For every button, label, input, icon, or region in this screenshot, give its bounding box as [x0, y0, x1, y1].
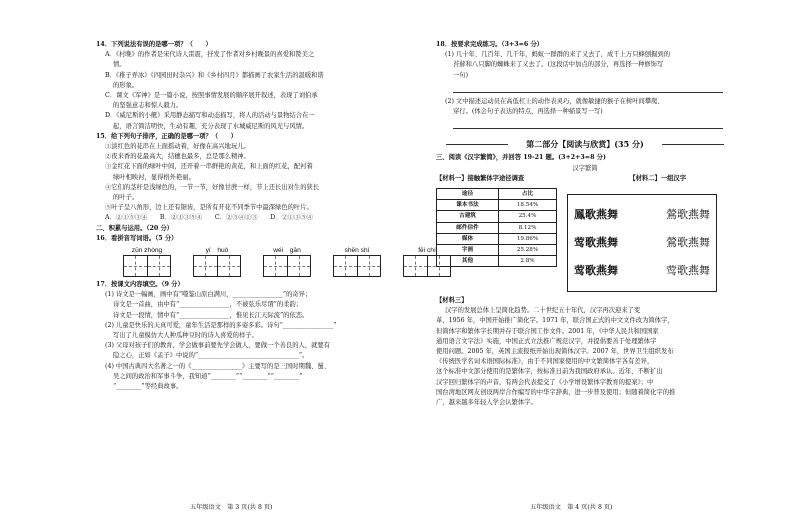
- paragraph-line: 《传统医学名词术语国际标准》，由于不同国家使用的中文繁简体字各有差异，: [436, 358, 654, 366]
- left-page: [96, 40, 436, 392]
- text-line: 诗文是一段情，情中有“________________，惟见长江天际流”的依恋。: [113, 311, 309, 319]
- pinyin-label: wéi gān: [273, 247, 301, 255]
- table-row: [437, 200, 557, 211]
- question-18: 18．按要求完成练习。（3+3=6 分）: [436, 41, 544, 48]
- grid-cell[interactable]: [334, 256, 358, 276]
- text-line: 的叶子。: [113, 194, 139, 202]
- text-line: ②夜来香的花最高大，结穗也最多，总是那么精神。: [105, 153, 250, 161]
- table-cell-channel: 其他: [437, 256, 499, 267]
- calligraphy-box: [567, 194, 717, 292]
- text-line: ③金红花下面的绿叶中间，还开着一串鲜艳的黄花，和上面的红花，配衬着: [105, 163, 313, 171]
- paragraph-line: 使用问题。2005 年，英国主流报纸开始出现简体汉字。2007 年，世界卫生组织发布: [436, 348, 674, 356]
- table-cell-channel: 邮件信件: [437, 222, 499, 233]
- text-line: 吴之间的政治和军事斗争，我知道“________”“________”“________”: [113, 372, 303, 380]
- calligraphy-sample: 莺歌燕舞: [574, 264, 618, 278]
- table-cell-percent: 19.86%: [499, 233, 557, 244]
- table-cell-percent: 25.4%: [499, 211, 557, 222]
- paragraph-line: 这个标准中文部分使用的是繁体字，按标准日前为我国政府承认。近年，不断扩出: [436, 368, 663, 376]
- table-cell-channel: 字画: [437, 245, 499, 256]
- paragraph-line: 革，1956 年，中国开始推广简化字。1971 年，联合国正式的中文文件改为简体字，: [436, 317, 674, 325]
- article-title: 汉字繁简: [572, 164, 598, 172]
- text-line: (2) 儿童是快乐的天真可爱，童年生活是那样的多姿多彩。诗句“________________”: [105, 321, 337, 329]
- paragraph-line: 但简体字和繁体字长期并存于联合国工作文件。2001 年，《中华人民共和国国家: [436, 327, 659, 335]
- text-line: “________”等经典故事。: [113, 383, 183, 391]
- right-page: 18．按要求完成练习。（3+3=6 分） (1) 几十年、几百年、几千年，蚂蚁一群群的来了又去了，成千上万只蜂刨掘到的 苔藓和八只脚的蜘蛛来了又去了。(这段话中加点的部分，再选择一种修饰写 一句) (2) 文中描述运动员在高低杠上的动作表灵巧，就像敏捷的猴子在树叶间攀爬、 穿行。(体会句子表达的特点，再选择一种描景写一写) 第二部分【阅读与欣赏】(35 分) 三、阅读《汉字繁简》，并回答 19-21 题。(3+2+3=8 分) 汉字繁简 【材料一】接触繁体字途径调查 【材料二】一组汉字 途径 占比 课本书法 18.54% 古建筑 25.4% 邮件信件 8.12% 媒体 19.86% 字画 25.28% 其他 2.8% 鳳歌燕舞 鶯歌燕舞 莺歌燕舞 鶯歌燕舞 莺歌燕舞 莺歌燕舞 【材料三】 汉字的发展总体上呈简化趋势。二十世纪五十年代，汉字再次迎来了变 革，1956 年，中国开始推广简化字。1971 年，联合国正式的中文文件改为简体字， 但简体字和繁体字长期并存于联合国工作文件。2001 年，《中华人民共和国国家 通用语言文字法》实施，中国正式立法推广规范汉字，并提倡要善于处理繁体字 使用问题。2005 年，英国主流报纸开始出现简体汉字。2007 年，世界卫生组织发布 《传统医学名词术语国际标准》，由于不同国家使用的中文繁简体字各有差异， 这个标准中文部分使用的是繁体字，按标准日前为我国政府承认。近年，不断扩出 汉字回归繁体字的声音，有两会代表提交了《小学增设繁体字教育的提案》；中 国台湾地区网友创设两岸合作编写的中华字辞典，进一步普及使用；但随着简化字的推 广，越来越多年轻人学会认繁体字。: [436, 40, 734, 408]
- table-header-cell: 占比: [499, 189, 557, 200]
- text-line: 诗文是一首曲，由中有“________________，不被弦乐尽谓”的柔韵；: [113, 301, 303, 309]
- text-line: ④它们的茎秆是浅绿色的，一节一节，好像甘蔗一样，节上还长出对生的狭长: [105, 183, 320, 191]
- material3-label: 【材料三】: [436, 297, 468, 305]
- calligraphy-sample: 鳳歌燕舞: [574, 208, 618, 222]
- text-line: 17．按课文内容填空。（9 分）: [96, 281, 184, 289]
- answer-line[interactable]: [453, 83, 723, 93]
- text-line: D．《威尼斯的小艇》采用静态描写和动态描写，将人的活动与景物结合在一: [105, 112, 315, 120]
- calligraphy-sample: 鶯歌燕舞: [666, 208, 710, 222]
- grid-cell[interactable]: [358, 256, 381, 276]
- text-line: 情。: [113, 61, 126, 69]
- section-title: 第二部分【阅读与欣赏】(35 分): [436, 139, 734, 149]
- text-line: 绿叶相映衬，显得格外艳丽。: [113, 173, 195, 181]
- reading-title: 三、阅读《汉字繁简》，并回答 19-21 题。(3+2+3=8 分): [436, 154, 606, 162]
- grid-cell[interactable]: [148, 256, 171, 276]
- text-line: 的坚强意志和惊人毅力。: [113, 102, 183, 110]
- table-cell-channel: 古建筑: [437, 211, 499, 222]
- pinyin-label: zūn zhòng: [131, 247, 163, 255]
- text-line: 写出了儿童模仿大人种瓜种豆时的诗人喜爱的样子。: [113, 332, 258, 340]
- grid-cell[interactable]: [288, 256, 311, 276]
- table-cell-percent: 8.12%: [499, 222, 557, 233]
- table-cell-percent: 2.8%: [499, 256, 557, 267]
- character-grid[interactable]: [123, 255, 171, 277]
- text-line: ①淡红色的花串在上面摇动着，好像在高兴地玩儿。: [105, 143, 250, 151]
- calligraphy-sample: 鶯歌燕舞: [666, 236, 710, 250]
- calligraphy-row: [574, 229, 710, 257]
- grid-cell[interactable]: [194, 256, 218, 276]
- calligraphy-sample: 莺歌燕舞: [666, 264, 710, 278]
- grid-cell[interactable]: [218, 256, 241, 276]
- calligraphy-sample: 莺歌燕舞: [574, 236, 618, 250]
- material-labels: [436, 174, 686, 184]
- question-heading: 16．看拼音写词语。（5 分）: [96, 234, 178, 242]
- text-line: 二、积累与运用。（20 分）: [96, 224, 174, 232]
- pinyin-item: [333, 246, 381, 277]
- grid-cell[interactable]: [124, 256, 148, 276]
- table-row: [437, 256, 557, 267]
- table-row: [437, 245, 557, 256]
- pinyin-label: fēi chí: [418, 247, 436, 255]
- character-grid[interactable]: [193, 255, 241, 277]
- paragraph-line: 通用语言文字法》实施，中国正式立法推广规范汉字，并提倡要善于处理繁体字: [436, 337, 657, 345]
- pinyin-label: shēn shì: [344, 247, 370, 255]
- page-footer-right: 五年级语文 第 4 页(共 8 页): [530, 504, 613, 511]
- answer-line[interactable]: [453, 119, 723, 129]
- question-heading: 15．给下列句子排序，正确的是哪一项？（ ）: [96, 132, 237, 140]
- table-row: [437, 211, 557, 222]
- table-header-cell: 途径: [437, 189, 499, 200]
- grid-cell[interactable]: [264, 256, 288, 276]
- page-footer-left: 五年级语文 第 3 页(共 8 页): [190, 504, 273, 511]
- question-heading: 14．下列说法有误的是哪一项？（ ）: [96, 41, 212, 48]
- pinyin-item: [123, 246, 171, 277]
- text-line: (4) 中国古典四大名著之一的《________________》主要写的是三国时期魏、蜀、: [105, 362, 331, 370]
- materials: [436, 186, 734, 292]
- table-cell-percent: 18.54%: [499, 200, 557, 211]
- text-line: ⑤叶子呈八角形，边上还有锯齿，是所有开花不同季节中最深绿色的叶片。: [105, 204, 313, 212]
- survey-table: [436, 188, 557, 267]
- pinyin-item: [263, 246, 311, 277]
- table-row: [437, 222, 557, 233]
- text-line: 起，语言简洁明快，生动有趣，充分表现了水城威尼斯的风光与风情。: [113, 122, 309, 130]
- calligraphy-row: [574, 201, 710, 229]
- calligraphy-row: [574, 257, 710, 285]
- table-row: [437, 233, 557, 244]
- text-line: A．《村晚》的作者是宋代诗人雷震，抒发了作者对乡村晚景的喜爱和赞美之: [105, 51, 315, 59]
- paragraph-line: 广，越来越多年轻人学会认繁体字。: [436, 399, 537, 407]
- table-cell-percent: 25.28%: [499, 245, 557, 256]
- text-line: (1) 诗文是一幅画，画中有“噬鉴山原白满川，________________”的奇异；: [105, 291, 312, 299]
- text-line: C．课文《军神》是一篇小说，按照事情发展的顺序展开叙述，表现了刘伯承: [105, 92, 318, 100]
- grid-cell[interactable]: [404, 256, 428, 276]
- paragraph-line: 汉字回归繁体字的声音，有两会代表提交了《小学增设繁体字教育的提案》；中: [436, 378, 654, 386]
- text-line: A．②①⑤③④ B．②①③⑤④ C．②⑤④①③ D．②①③⑤④: [105, 214, 313, 222]
- question-18-2: (2) 文中描述运动员在高低杠上的动作表灵巧，就像敏捷的猴子在树叶间攀爬、: [445, 97, 664, 105]
- material1-label: 【材料一】接触繁体字途径调查: [436, 174, 525, 182]
- pinyin-boxes: [96, 246, 436, 277]
- table-cell-channel: 媒体: [437, 233, 499, 244]
- paragraph-line: 汉字的发展总体上呈简化趋势。二十世纪五十年代，汉字再次迎来了变: [445, 307, 641, 315]
- character-grid[interactable]: [333, 255, 381, 277]
- table-cell-channel: 课本书法: [437, 200, 499, 211]
- text-line: B．《稚子弄冰》《四园田时杂兴》和《乡村四月》都描画了农家生活的温暖和谐: [105, 71, 324, 79]
- question-18-1: (1) 几十年、几百年、几千年，蚂蚁一群群的来了又去了，成千上万只蜂刨掘到的: [445, 51, 671, 59]
- paragraph-line: 国台湾地区网友创设两岸合作编写的中华字辞典，进一步普及使用；但随着简化字的推: [436, 388, 676, 396]
- character-grid[interactable]: [263, 255, 311, 277]
- text-line: 隐之心，正如《孟子》中说的“________________________________”。: [113, 352, 309, 360]
- pinyin-item: [193, 246, 241, 277]
- material2-label: 【材料二】一组汉字: [629, 174, 686, 182]
- pinyin-label: yí huò: [205, 247, 229, 255]
- text-line: (3) 父母对孩子们的教育，学会做事前要先学会做人，要做一个善良的人，就要有: [105, 342, 331, 350]
- text-line: 的形象。: [113, 81, 139, 89]
